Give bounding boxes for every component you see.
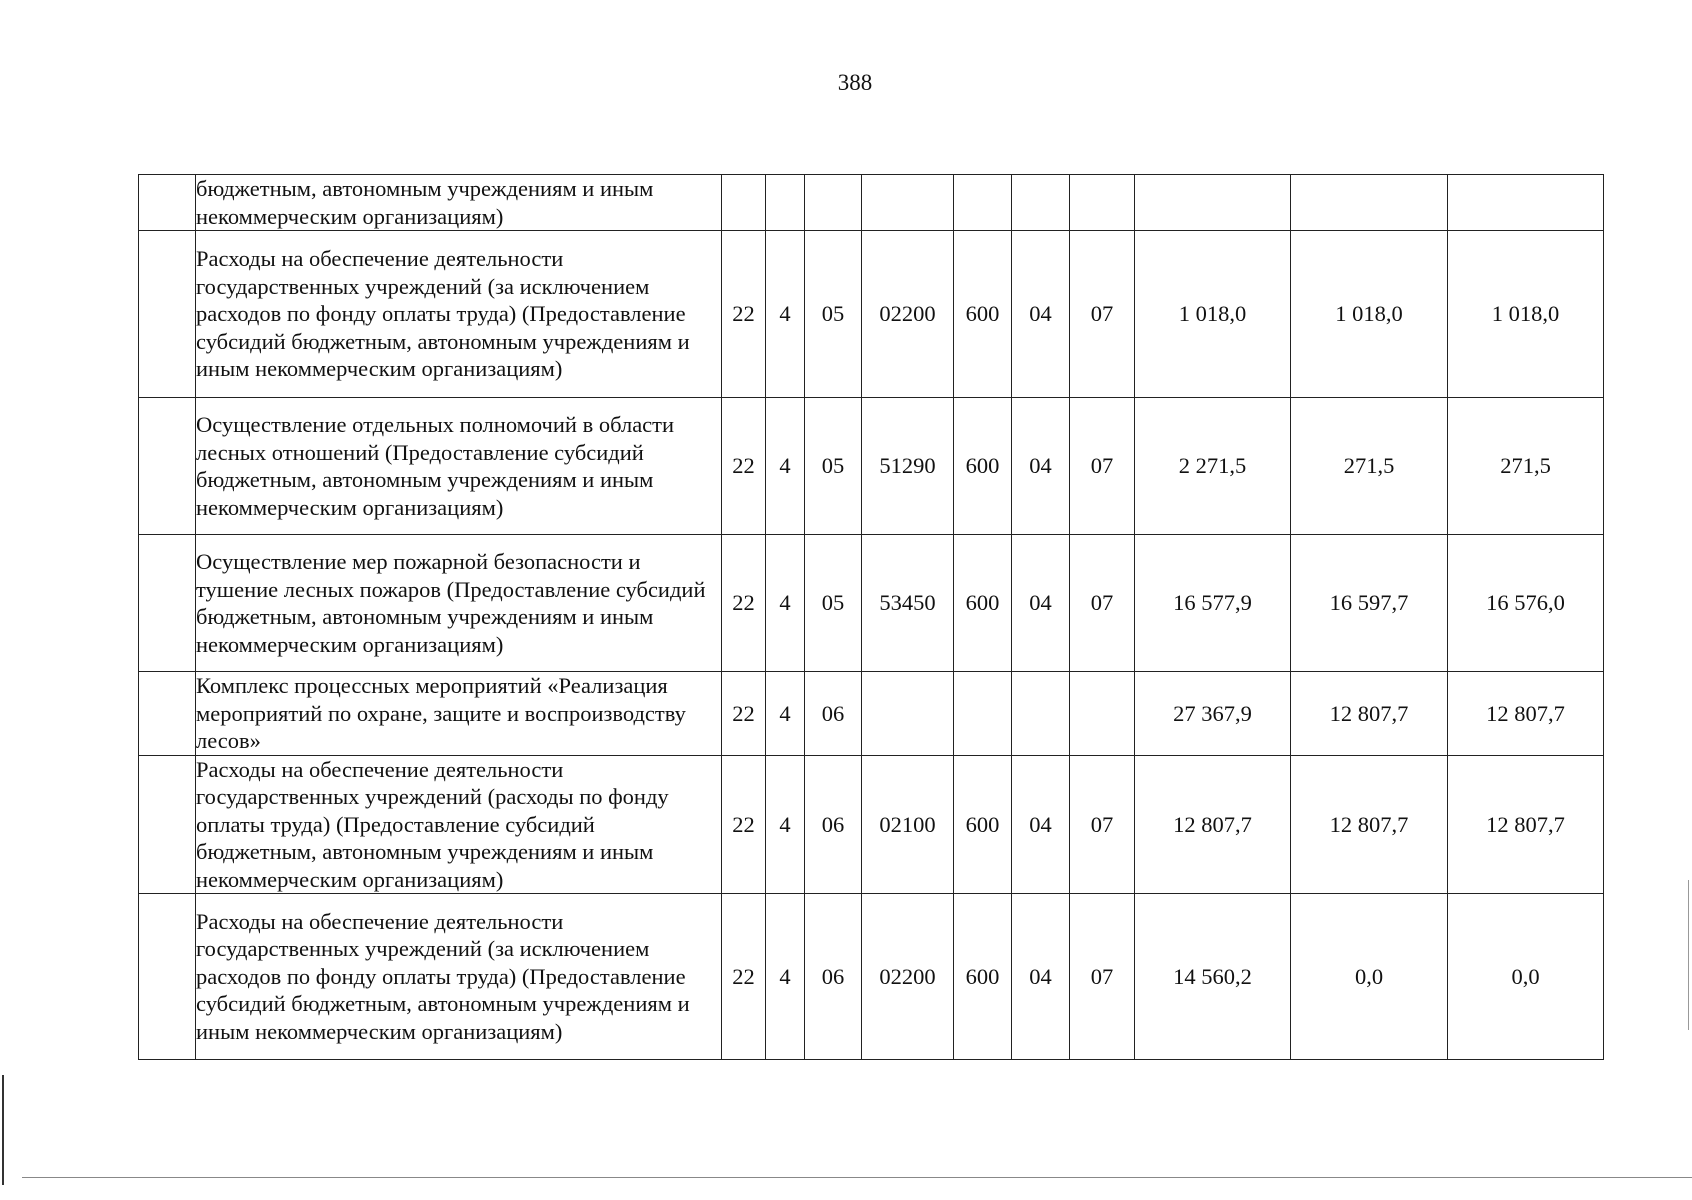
code-cell: 4	[766, 755, 805, 894]
row-number-cell	[139, 894, 196, 1060]
code-cell	[722, 175, 766, 231]
table-row	[139, 175, 1604, 231]
code-cell: 22	[722, 231, 766, 398]
amount-cell: 14 560,2	[1135, 894, 1291, 1060]
code-cell: 600	[954, 755, 1012, 894]
table-row	[139, 894, 1604, 1060]
code-cell: 02200	[862, 231, 954, 398]
code-cell: 04	[1012, 398, 1070, 535]
code-cell: 04	[1012, 755, 1070, 894]
row-description: Комплекс процессных мероприятий «Реализация мероприятий по охране, защите и воспроизводству лесов»	[196, 672, 722, 756]
code-cell: 06	[805, 894, 862, 1060]
code-cell: 53450	[862, 535, 954, 672]
code-cell: 02200	[862, 894, 954, 1060]
page-number: 388	[837, 70, 873, 95]
amount-cell: 0,0	[1448, 894, 1604, 1060]
code-cell: 06	[805, 672, 862, 756]
row-number-cell	[139, 535, 196, 672]
table-row	[139, 231, 1604, 398]
amount-cell: 16 577,9	[1135, 535, 1291, 672]
code-cell: 600	[954, 535, 1012, 672]
amount-cell: 27 367,9	[1135, 672, 1291, 756]
code-cell: 4	[766, 894, 805, 1060]
code-cell: 04	[1012, 231, 1070, 398]
code-cell	[1012, 175, 1070, 231]
code-cell: 04	[1012, 535, 1070, 672]
amount-cell: 12 807,7	[1291, 755, 1448, 894]
code-cell: 4	[766, 398, 805, 535]
amount-cell	[1291, 175, 1448, 231]
row-number-cell	[139, 755, 196, 894]
row-number-cell	[139, 398, 196, 535]
row-description: Расходы на обеспечение деятельности государственных учреждений (за исключением расходов по фонду оплаты труда) (Предоставление субсидий бюджетным, автономным учреждениям и иным некоммерческим организациям)	[196, 231, 722, 398]
code-cell: 05	[805, 398, 862, 535]
code-cell: 07	[1070, 231, 1135, 398]
amount-cell: 0,0	[1291, 894, 1448, 1060]
code-cell: 05	[805, 535, 862, 672]
code-cell: 22	[722, 535, 766, 672]
amount-cell: 12 807,7	[1135, 755, 1291, 894]
row-description: Осуществление отдельных полномочий в области лесных отношений (Предоставление субсидий бюджетным, автономным учреждениям и иным некоммерческим организациям)	[196, 398, 722, 535]
table-row	[139, 398, 1604, 535]
code-cell: 4	[766, 231, 805, 398]
amount-cell: 1 018,0	[1448, 231, 1604, 398]
code-cell: 07	[1070, 894, 1135, 1060]
code-cell	[862, 175, 954, 231]
code-cell	[954, 175, 1012, 231]
code-cell	[1012, 672, 1070, 756]
amount-cell: 271,5	[1291, 398, 1448, 535]
amount-cell: 1 018,0	[1135, 231, 1291, 398]
row-description: Осуществление мер пожарной безопасности и тушение лесных пожаров (Предоставление субсидий бюджетным, автономным учреждениям и иным некоммерческим организациям)	[196, 535, 722, 672]
code-cell: 04	[1012, 894, 1070, 1060]
scan-mark-right-edge	[1688, 880, 1689, 1030]
code-cell	[766, 175, 805, 231]
table-body	[139, 175, 1604, 1060]
row-description: бюджетным, автономным учреждениям и иным некоммерческим организациям)	[196, 175, 722, 231]
code-cell: 07	[1070, 755, 1135, 894]
code-cell: 07	[1070, 398, 1135, 535]
code-cell	[954, 672, 1012, 756]
code-cell: 02100	[862, 755, 954, 894]
code-cell: 22	[722, 894, 766, 1060]
code-cell: 07	[1070, 535, 1135, 672]
code-cell: 05	[805, 231, 862, 398]
code-cell	[1070, 672, 1135, 756]
amount-cell: 16 597,7	[1291, 535, 1448, 672]
code-cell: 4	[766, 672, 805, 756]
amount-cell: 271,5	[1448, 398, 1604, 535]
table-row	[139, 535, 1604, 672]
amount-cell: 2 271,5	[1135, 398, 1291, 535]
row-number-cell	[139, 672, 196, 756]
amount-cell: 16 576,0	[1448, 535, 1604, 672]
code-cell: 600	[954, 894, 1012, 1060]
code-cell: 22	[722, 755, 766, 894]
code-cell: 600	[954, 398, 1012, 535]
table-row	[139, 755, 1604, 894]
code-cell	[1070, 175, 1135, 231]
amount-cell: 12 807,7	[1448, 755, 1604, 894]
amount-cell: 12 807,7	[1448, 672, 1604, 756]
row-number-cell	[139, 231, 196, 398]
code-cell: 22	[722, 672, 766, 756]
code-cell: 51290	[862, 398, 954, 535]
scan-mark-bottom-rule	[22, 1177, 1692, 1178]
code-cell: 22	[722, 398, 766, 535]
budget-table	[138, 174, 1604, 1060]
table-row	[139, 672, 1604, 756]
amount-cell	[1448, 175, 1604, 231]
scan-mark-left-edge	[2, 1075, 4, 1185]
code-cell: 06	[805, 755, 862, 894]
code-cell: 600	[954, 231, 1012, 398]
row-description: Расходы на обеспечение деятельности государственных учреждений (за исключением расходов по фонду оплаты труда) (Предоставление субсидий бюджетным, автономным учреждениям и иным некоммерческим организациям)	[196, 894, 722, 1060]
code-cell	[862, 672, 954, 756]
amount-cell: 12 807,7	[1291, 672, 1448, 756]
row-number-cell	[139, 175, 196, 231]
amount-cell: 1 018,0	[1291, 231, 1448, 398]
amount-cell	[1135, 175, 1291, 231]
code-cell	[805, 175, 862, 231]
row-description: Расходы на обеспечение деятельности государственных учреждений (расходы по фонду оплаты труда) (Предоставление субсидий бюджетным, автономным учреждениям и иным некоммерческим организациям)	[196, 755, 722, 894]
code-cell: 4	[766, 535, 805, 672]
